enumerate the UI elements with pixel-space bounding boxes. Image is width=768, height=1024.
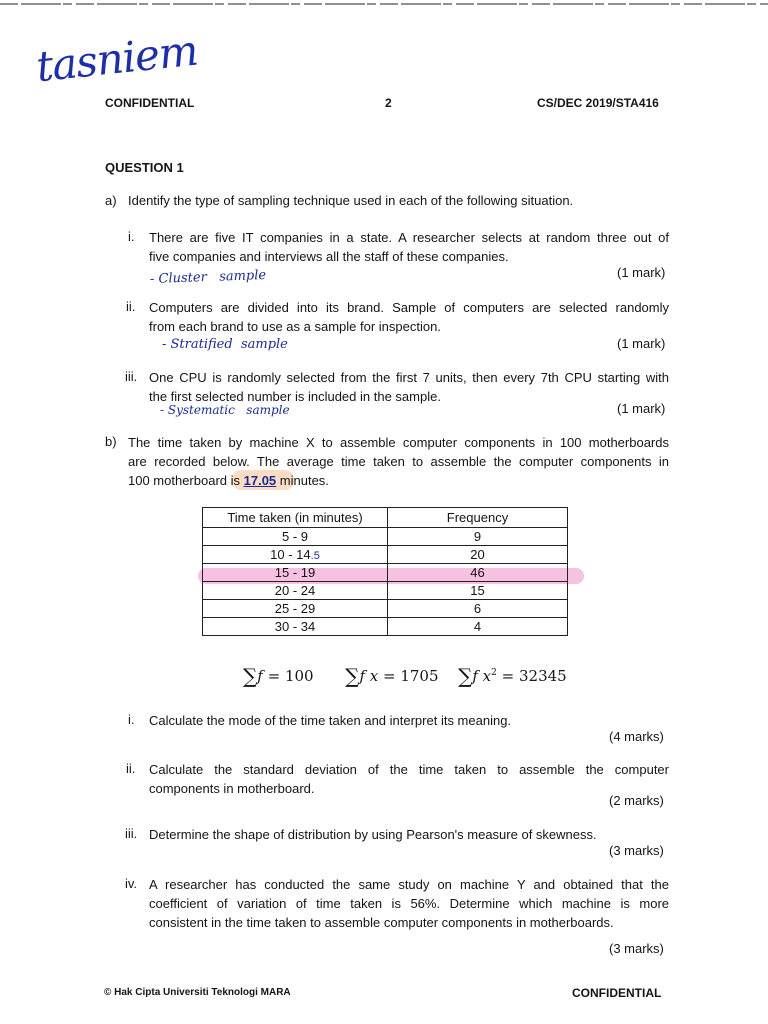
table-row: [203, 618, 568, 636]
item-b-i-marks: (4 marks): [609, 729, 664, 744]
table-row: [203, 564, 568, 582]
sum-f: ∑f = 100: [243, 664, 314, 688]
cell-time: 20 - 24: [203, 582, 388, 600]
part-a-prompt: Identify the type of sampling technique used in each of the following situation.: [128, 193, 574, 208]
col-header-frequency: Frequency: [388, 508, 568, 528]
item-b-ii-marks: (2 marks): [609, 793, 664, 808]
table-row: [203, 528, 568, 546]
item-a-i-label: i.: [128, 229, 135, 244]
cell-frequency: 15: [388, 582, 568, 600]
item-a-iii-label: iii.: [125, 369, 138, 384]
handwritten-signature: tasniem: [33, 25, 200, 92]
cell-time: 5 - 9: [203, 528, 388, 546]
table-row: [203, 546, 568, 564]
header-confidential: CONFIDENTIAL: [105, 96, 195, 110]
part-b-intro: The time taken by machine X to assemble computer components in 100 motherboards are recorded below. The average time taken to assemble the computer components in 100 motherboard is 17.05 minutes.: [128, 435, 669, 488]
cell-time: 30 - 34: [203, 618, 388, 636]
sum-fx2: ∑f $x^2 = 32345$: [458, 664, 567, 688]
answer-a-iii: - Systematic sample: [160, 403, 290, 417]
footer-copyright: © Hak Cipta Universiti Teknologi MARA: [104, 987, 291, 998]
item-b-iii-marks: (3 marks): [609, 843, 664, 858]
footer-confidential: CONFIDENTIAL: [572, 986, 662, 1000]
item-a-iii-text: One CPU is randomly selected from the first 7 units, then every 7th CPU starting with the first selected number is included in the sample.: [149, 370, 669, 404]
item-a-ii-text: Computers are divided into its brand. Sample of computers are selected randomly from each brand to use as a sample for inspection.: [149, 300, 669, 334]
summation-line: [243, 664, 567, 688]
item-b-ii-text: Calculate the standard deviation of the time taken to assemble the computer components in motherboard.: [149, 762, 669, 796]
item-b-ii-label: ii.: [126, 761, 136, 776]
handwritten-note: .5: [310, 550, 320, 562]
average-value: 17.05: [243, 473, 277, 488]
item-b-iii-text: Determine the shape of distribution by using Pearson's measure of skewness.: [149, 827, 597, 842]
sum-fx: ∑f x = 1705: [345, 664, 439, 688]
item-b-i-label: i.: [128, 712, 135, 727]
page-number: 2: [385, 96, 392, 110]
item-b-iii-label: iii.: [125, 826, 138, 841]
item-a-ii-marks: (1 mark): [617, 336, 666, 351]
frequency-table: [202, 507, 568, 636]
item-b-i-text: Calculate the mode of the time taken and interpret its meaning.: [149, 713, 512, 728]
cell-time: 10 - 14.5: [203, 546, 388, 564]
cell-frequency: 4: [388, 618, 568, 636]
cell-frequency: 46: [388, 564, 568, 582]
cell-frequency: 6: [388, 600, 568, 618]
part-a-label: a): [105, 193, 117, 208]
table-row: [203, 600, 568, 618]
part-b-label: b): [105, 434, 117, 449]
cell-time: 25 - 29: [203, 600, 388, 618]
item-b-iv-label: iv.: [125, 876, 138, 891]
table-row: [203, 582, 568, 600]
cell-time: 15 - 19: [203, 564, 388, 582]
scan-top-edge: [0, 2, 768, 7]
item-a-i-marks: (1 mark): [617, 265, 666, 280]
item-b-iv-marks: (3 marks): [609, 941, 664, 956]
answer-a-ii: - Stratified sample: [162, 337, 288, 352]
question-title: QUESTION 1: [105, 160, 184, 175]
table-header-row: [203, 508, 568, 528]
paper-code: CS/DEC 2019/STA416: [537, 96, 659, 110]
cell-frequency: 9: [388, 528, 568, 546]
item-b-iv-text: A researcher has conducted the same study on machine Y and obtained that the coefficient of variation of time taken is 56%. Determine which machine is more consistent in the time taken to assemble computer components in motherboards.: [149, 877, 669, 930]
answer-a-i: - Cluster sample: [149, 267, 267, 288]
item-a-i-text: There are five IT companies in a state. A researcher selects at random three out of five companies and interviews all the staff of these companies.: [149, 230, 669, 264]
item-a-ii-label: ii.: [126, 299, 136, 314]
col-header-time: Time taken (in minutes): [203, 508, 388, 528]
item-a-iii-marks: (1 mark): [617, 401, 666, 416]
cell-frequency: 20: [388, 546, 568, 564]
